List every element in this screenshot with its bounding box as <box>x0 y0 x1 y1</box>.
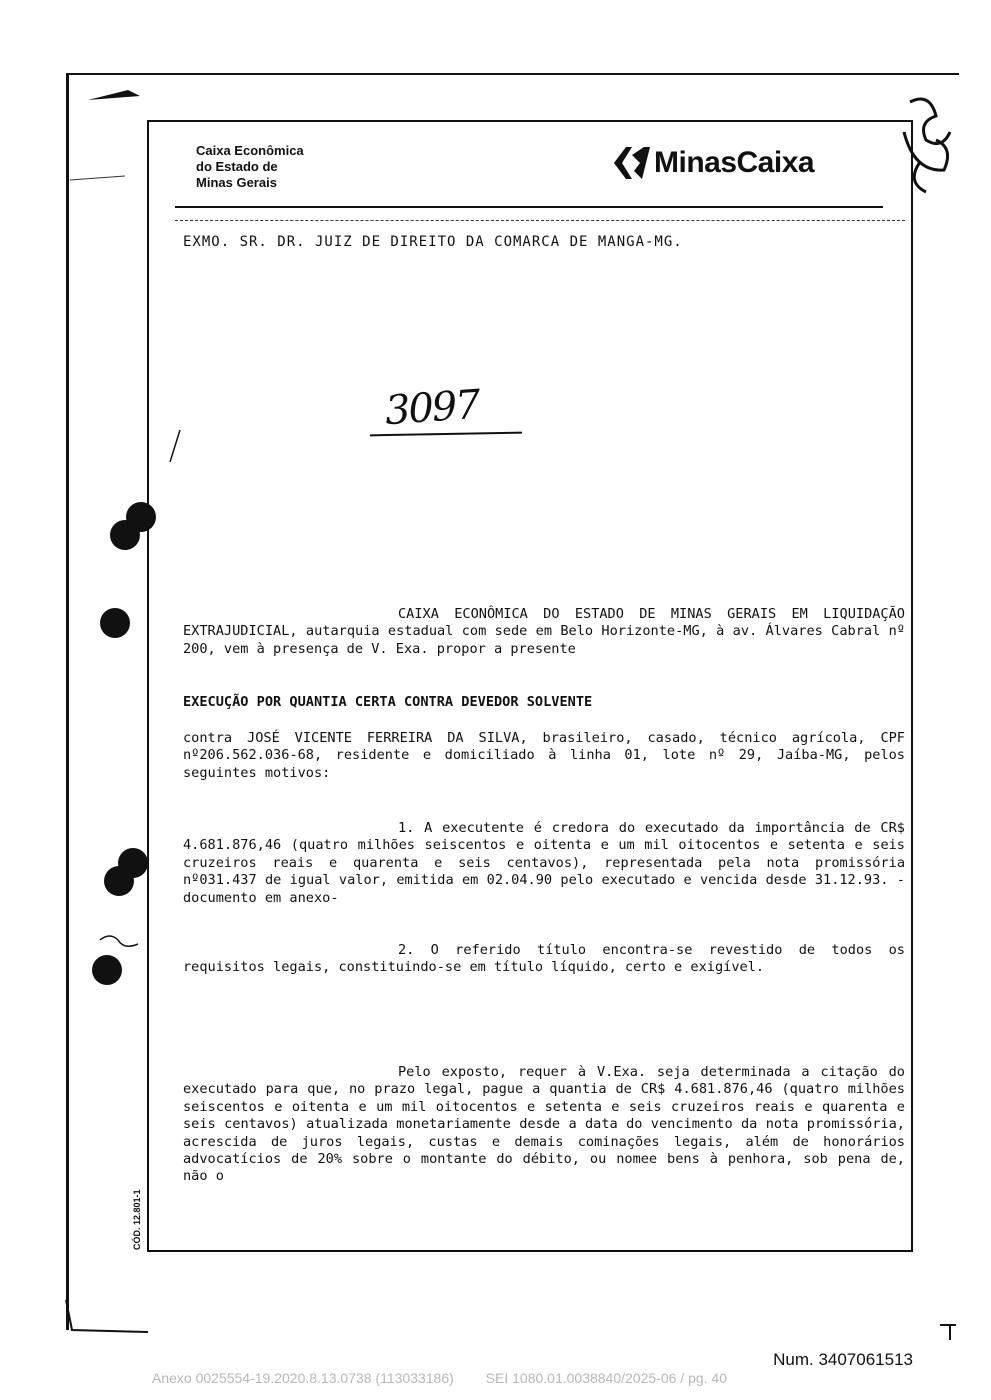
footer-watermark <box>152 1370 755 1386</box>
petition-heading: EXECUÇÃO POR QUANTIA CERTA CONTRA DEVEDOR SOLVENTE <box>183 694 593 710</box>
item-1-paragraph: 1. A executente é credora do executado da importância de CR$ 4.681.876,46 (quatro milhões seiscentos e oitenta e um mil oitocentos e setenta e seis cruzeiros reais e quarenta e seis centavos), representada pela nota promissória nº031.437 de igual valor, emitida em 02.04.90 pelo executado e vencida desde 31.12.93. -documento em anexo- <box>183 820 905 906</box>
minascaixa-logo <box>612 145 814 181</box>
handwritten-protocol-number: 3097 <box>383 381 481 435</box>
handwritten-initials <box>890 92 960 202</box>
issuer-name <box>196 143 304 191</box>
annex-reference: Anexo 0025554-19.2020.8.13.0738 (113033186) <box>152 1370 454 1386</box>
debtor-paragraph: contra JOSÉ VICENTE FERREIRA DA SILVA, brasileiro, casado, técnico agrícola, CPF nº206.562.036-68, residente e domiciliado à linha 01, lote nº 29, Jaíba-MG, pelos seguintes motivos: <box>183 730 905 781</box>
sei-reference: SEI 1080.01.0038840/2025-06 / pg. 40 <box>485 1370 727 1386</box>
item-2-paragraph: 2. O referido título encontra-se revestido de todos os requisitos legais, constituindo-se em título líquido, certo e exigível. <box>183 942 905 976</box>
issuer-line: do Estado de <box>196 159 278 174</box>
issuer-line: Caixa Econômica <box>196 143 304 158</box>
form-code: CÓD. 12.801-1 <box>132 1189 142 1250</box>
minascaixa-logo-icon <box>612 145 652 181</box>
addressee-line: EXMO. SR. DR. JUIZ DE DIREITO DA COMARCA DE MANGA-MG. <box>183 234 683 250</box>
request-paragraph: Pelo exposto, requer à V.Exa. seja determinada a citação do executado para que, no prazo legal, pague a quantia de CR$ 4.681.876,46 (quatro milhões seiscentos e oitenta e um mil oitocentos e setenta e seis cruzeiros reais e quarenta e seis centavos) atualizada monetariamente desde a data do vencimento da nota promissória, acrescida de juros legais, custas e demais cominações legais, além de honorários advocatícios de 20% sobre o montante do débito, ou nomee bens à penhora, sob pena de, não o <box>183 1064 905 1185</box>
header-dashed-rule <box>175 220 905 221</box>
intro-paragraph: CAIXA ECONÔMICA DO ESTADO DE MINAS GERAIS EM LIQUIDAÇÃO EXTRAJUDICIAL, autarquia estadual com sede em Belo Horizonte-MG, à av. Álvares Cabral nº 200, vem à presença de V. Exa. propor a presente <box>183 606 905 657</box>
issuer-line: Minas Gerais <box>196 175 277 190</box>
document-number: Num. 3407061513 <box>773 1350 913 1369</box>
header-rule <box>175 206 883 208</box>
logo-text: MinasCaixa <box>654 146 815 179</box>
